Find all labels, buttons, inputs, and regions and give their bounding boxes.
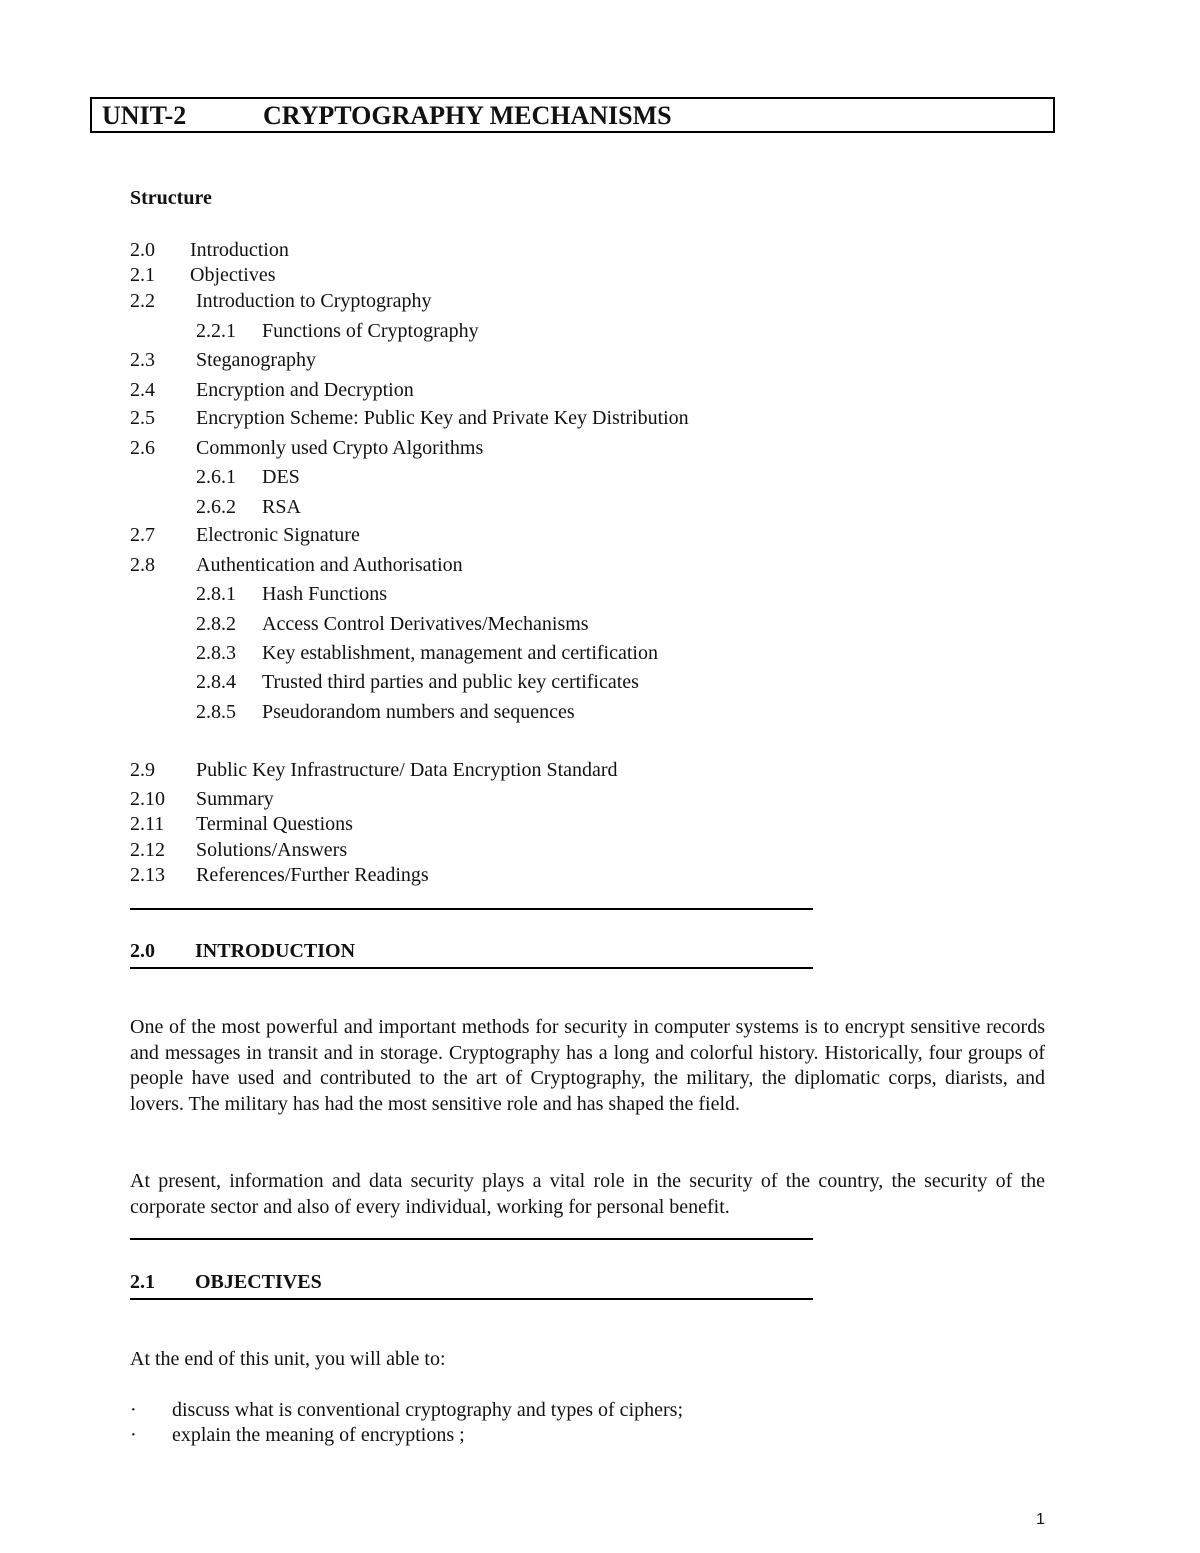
toc-item-label: Public Key Infrastructure/ Data Encryption Standard: [196, 759, 618, 781]
structure-heading: Structure: [130, 187, 212, 209]
toc-item-number: 2.5: [130, 407, 155, 429]
toc-item-number: 2.11: [130, 813, 165, 835]
bullet-text: explain the meaning of encryptions ;: [172, 1424, 465, 1446]
toc-item-number: 2.6: [130, 437, 155, 459]
toc-item-label: DES: [262, 466, 300, 488]
toc-item-number: 2.4: [130, 379, 155, 401]
toc-item-number: 2.1: [130, 264, 155, 286]
toc-item-label: Solutions/Answers: [196, 839, 348, 861]
toc-item-number: 2.8.1: [196, 583, 236, 605]
toc-item-label: Introduction: [190, 239, 289, 261]
toc-item-label: Steganography: [196, 349, 316, 371]
toc-item-number: 2.3: [130, 349, 155, 371]
toc-item-number: 2.6.1: [196, 466, 236, 488]
toc-item-label: Introduction to Cryptography: [196, 290, 432, 312]
introduction-paragraph: One of the most powerful and important methods for security in computer systems is to encrypt sensitive records and messages in transit and in storage. Cryptography has a long and colorful history. Historically, four groups of people have used and contributed to the art of Cryptography, the military, the diplomatic corps, diarists, and lovers. The military has had the most sensitive role and has shaped the field.: [130, 1016, 1045, 1115]
toc-item-label: Encryption Scheme: Public Key and Private Key Distribution: [196, 407, 689, 429]
section-number: 2.0: [130, 940, 155, 962]
toc-item-number: 2.8.3: [196, 642, 236, 664]
toc-item-label: Key establishment, management and certification: [262, 642, 658, 664]
toc-item-number: 2.9: [130, 759, 155, 781]
section-underline: [130, 1298, 813, 1300]
toc-item-number: 2.8: [130, 554, 155, 576]
toc-item-label: Summary: [196, 788, 274, 810]
toc-item-label: Terminal Questions: [196, 813, 353, 835]
toc-item-label: Commonly used Crypto Algorithms: [196, 437, 484, 459]
toc-item-number: 2.7: [130, 524, 155, 546]
toc-item-number: 2.2: [130, 290, 155, 312]
toc-item-number: 2.8.5: [196, 701, 236, 723]
bullet-marker: ·: [130, 1424, 137, 1446]
section-divider: [130, 908, 813, 910]
toc-item-label: References/Further Readings: [196, 864, 429, 886]
unit-header-box: [90, 97, 1055, 133]
toc-item-label: Functions of Cryptography: [262, 320, 479, 342]
toc-item-number: 2.12: [130, 839, 165, 861]
toc-item-number: 2.8.4: [196, 671, 236, 693]
toc-item-number: 2.2.1: [196, 320, 236, 342]
section-title: OBJECTIVES: [195, 1271, 322, 1293]
introduction-paragraph: At present, information and data security plays a vital role in the security of the country, the security of the corporate sector and also of every individual, working for personal benefit.: [130, 1170, 1045, 1218]
objectives-lead: At the end of this unit, you will able to:: [130, 1348, 446, 1370]
toc-item-label: Electronic Signature: [196, 524, 360, 546]
bullet-marker: ·: [130, 1399, 137, 1421]
unit-title: CRYPTOGRAPHY MECHANISMS: [263, 101, 672, 130]
toc-item-number: 2.0: [130, 239, 155, 261]
toc-item-number: 2.8.2: [196, 613, 236, 635]
toc-item-label: Authentication and Authorisation: [196, 554, 463, 576]
toc-item-label: Encryption and Decryption: [196, 379, 414, 401]
section-divider: [130, 1238, 813, 1240]
page-number: 1: [1036, 1511, 1045, 1528]
toc-item-number: 2.6.2: [196, 496, 236, 518]
section-underline: [130, 967, 813, 969]
toc-item-number: 2.10: [130, 788, 165, 810]
toc-item-label: Pseudorandom numbers and sequences: [262, 701, 575, 723]
toc-item-label: RSA: [262, 496, 301, 518]
toc-item-label: Hash Functions: [262, 583, 387, 605]
toc-item-label: Objectives: [190, 264, 276, 286]
unit-number: UNIT-2: [102, 101, 187, 130]
toc-item-number: 2.13: [130, 864, 165, 886]
section-title: INTRODUCTION: [195, 940, 356, 962]
bullet-text: discuss what is conventional cryptography and types of ciphers;: [172, 1399, 683, 1421]
toc-item-label: Access Control Derivatives/Mechanisms: [262, 613, 589, 635]
toc-item-label: Trusted third parties and public key certificates: [262, 671, 639, 693]
section-number: 2.1: [130, 1271, 155, 1293]
